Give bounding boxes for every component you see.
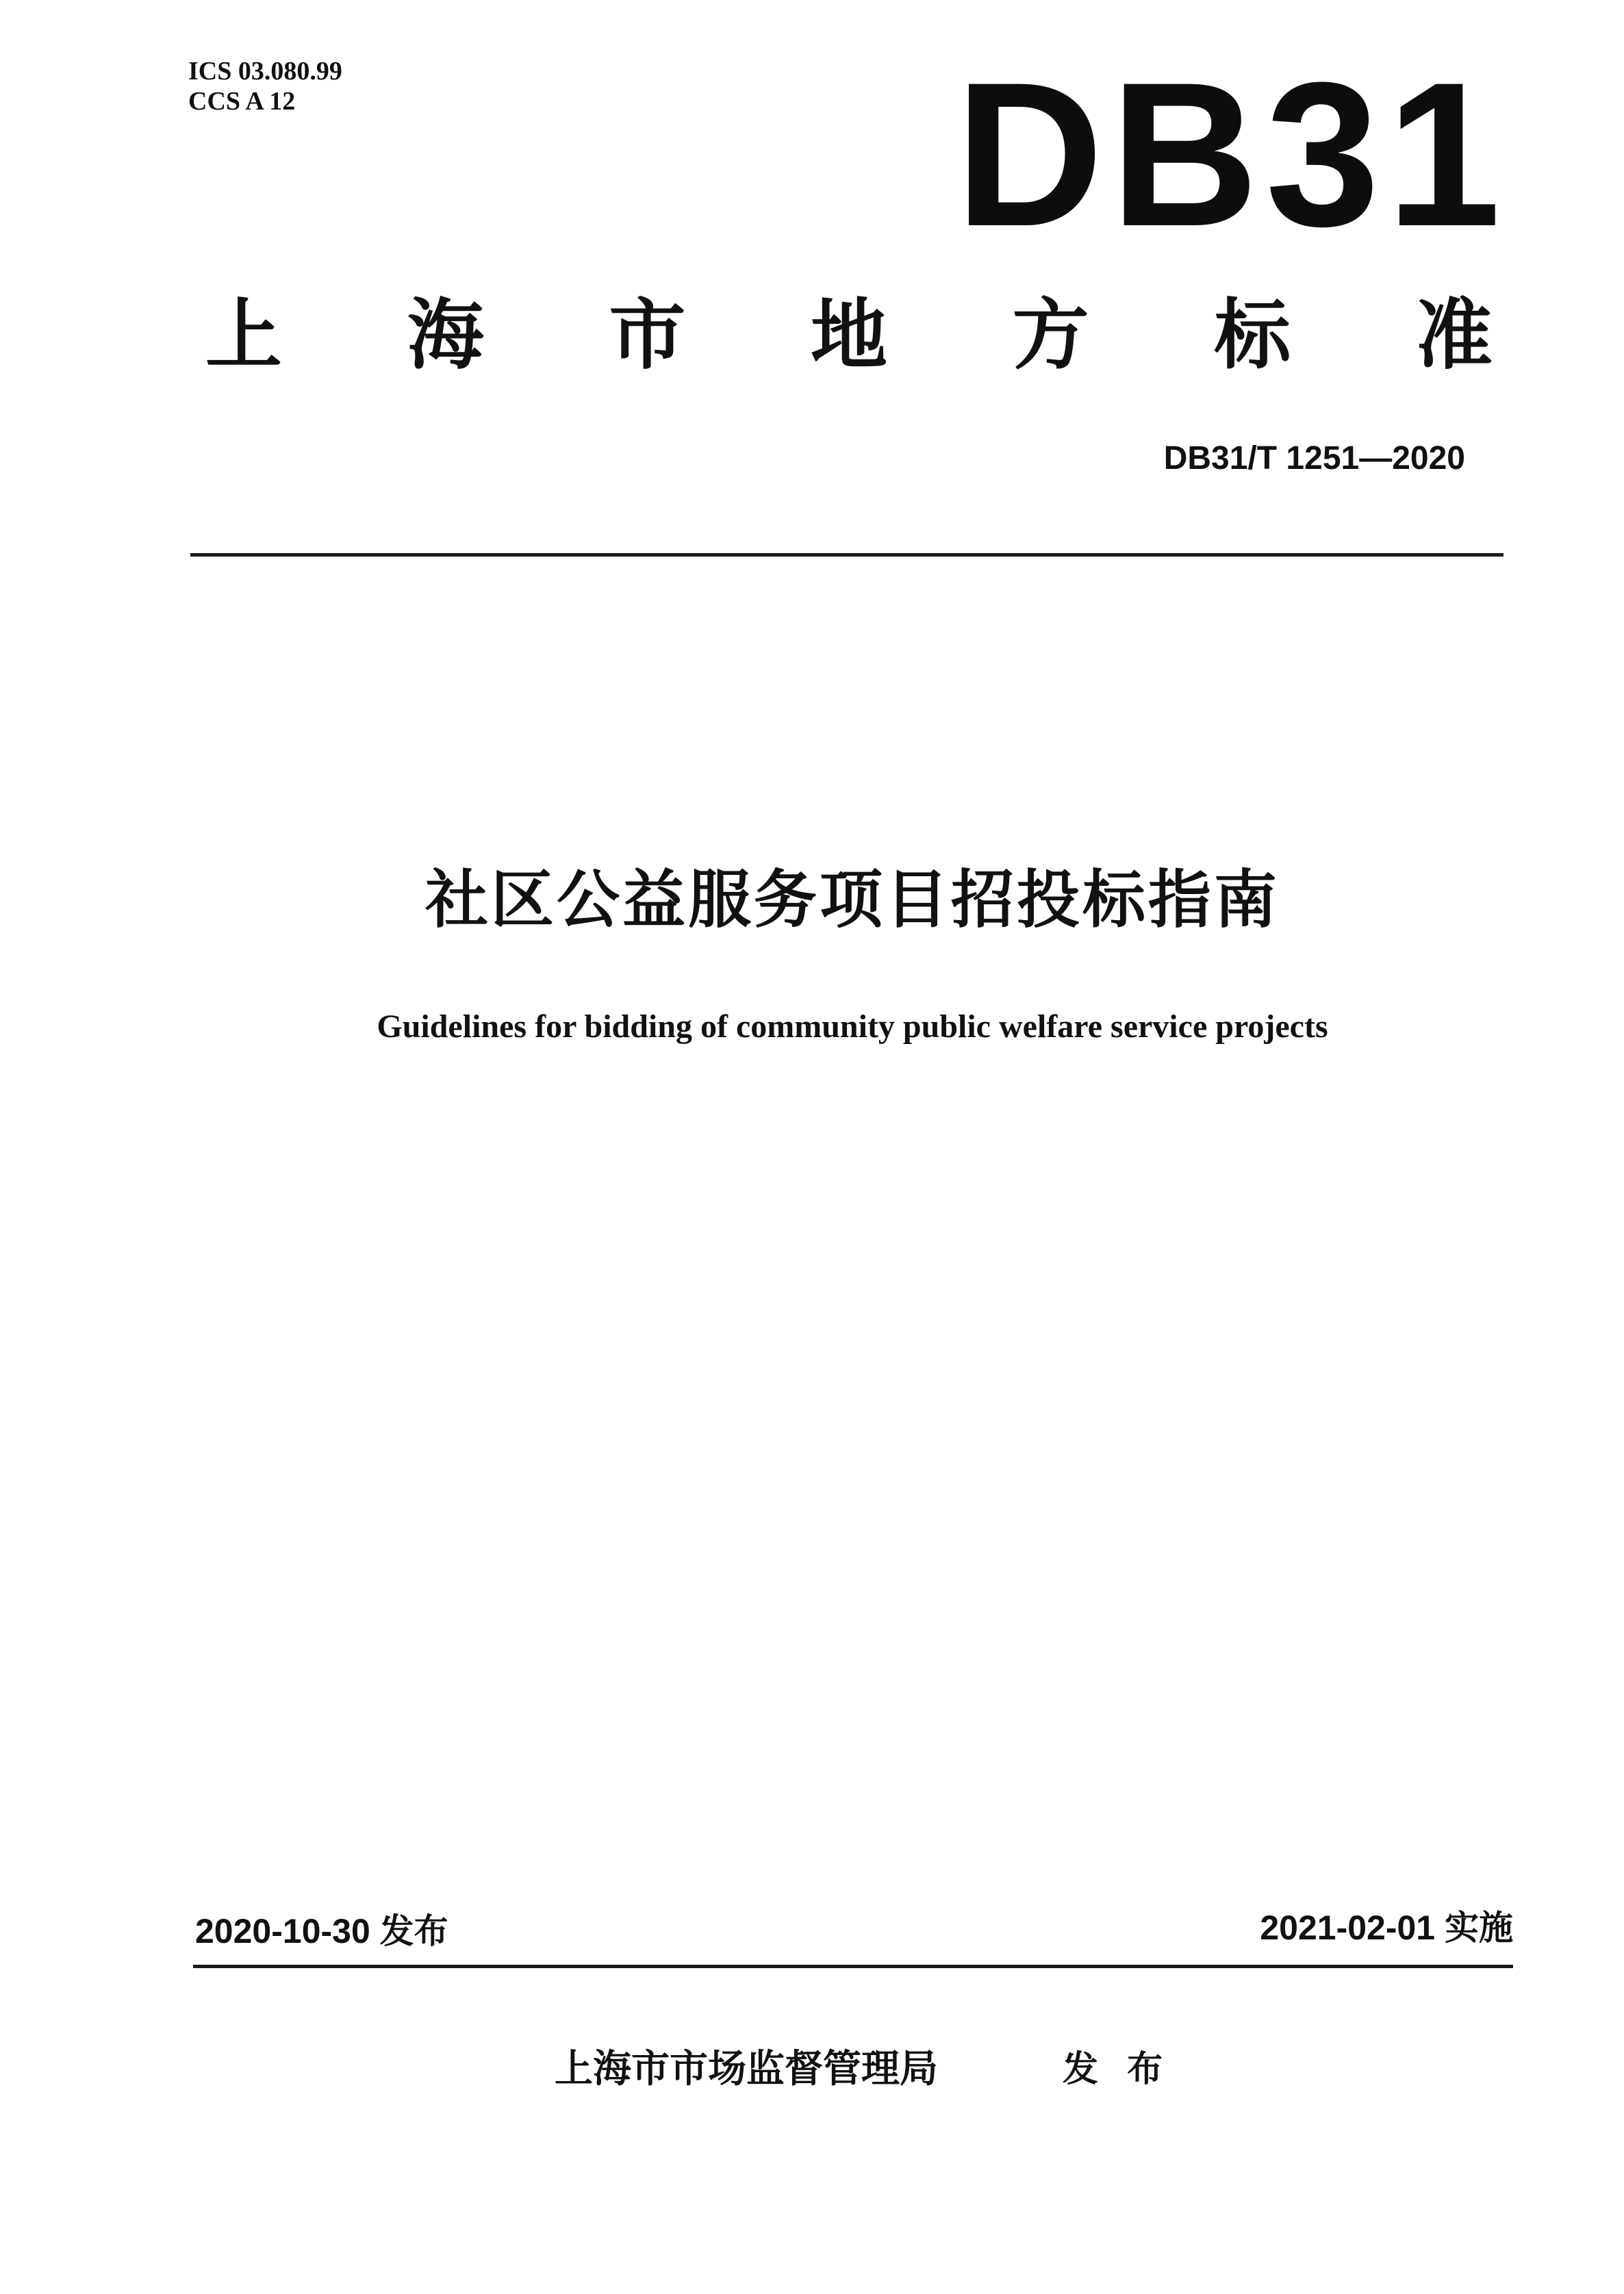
classification-codes [188,56,342,116]
title-english: Guidelines for bidding of community public welfare service projects [377,1008,1328,1045]
publish-date: 2020-10-30 发布 [195,1912,448,1950]
standard-type-char: 准 [1415,291,1493,380]
bottom-divider [193,1965,1513,1968]
db31-logo: DB31 [955,39,1508,269]
title-chinese: 社区公益服务项目招投标指南 [424,863,1280,936]
standard-type-char: 海 [407,291,484,380]
effective-date: 2021-02-01 实施 [1260,1909,1513,1947]
standard-type-char: 市 [609,291,686,380]
ccs-code: CCS A 12 [188,87,296,116]
standard-number: DB31/T 1251—2020 [1163,440,1465,476]
standard-type-heading [205,288,1493,383]
standard-type-char: 方 [1012,291,1089,380]
standard-type-char: 标 [1214,291,1291,380]
issuing-action: 发 布 [1063,2049,1163,2090]
standard-type-char: 上 [205,291,282,380]
top-divider [190,553,1504,557]
ics-code: ICS 03.080.99 [188,57,342,86]
standard-type-char: 地 [810,291,887,380]
issuing-authority: 上海市市场监督管理局 [555,2047,938,2091]
